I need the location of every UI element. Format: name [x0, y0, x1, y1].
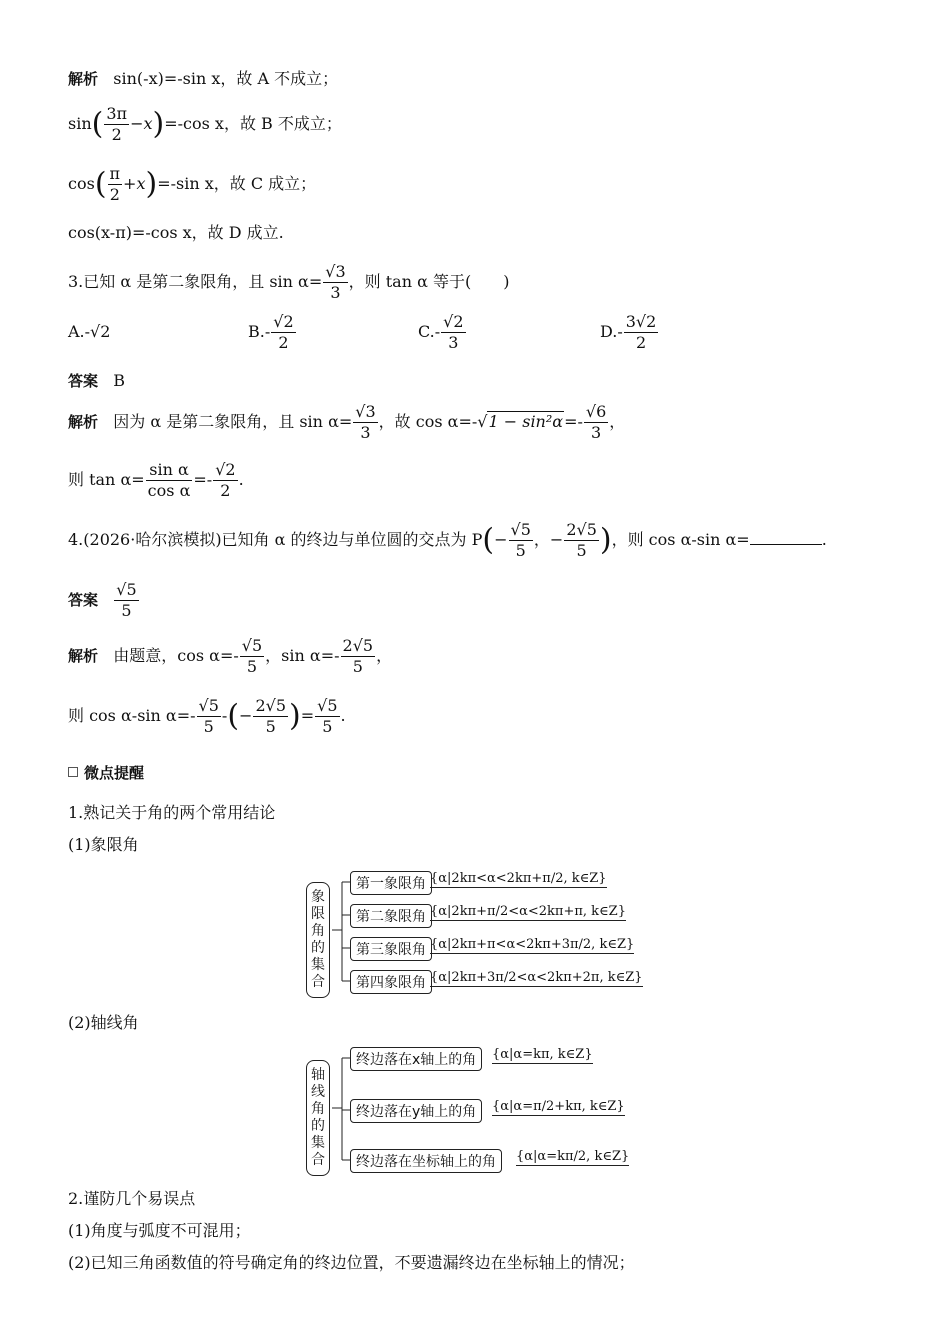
option-c: C.- $\frac{√2}{3}$: [418, 312, 464, 352]
solution-3-line-1: 解析 因为 α 是第二象限角，且 sin α= $\frac{√3}{3}$ ，故 cos α=-√1 − sin²α=- $\frac{√6}{3}$ ，: [68, 402, 626, 442]
both-axes-label: 终边落在坐标轴上的角: [350, 1149, 502, 1173]
y-axis-set: {α|α=π/2+kπ, k∈Z}: [492, 1099, 625, 1114]
solution-4-line-1: 解析 由题意，cos α=- $\frac{√5}{5}$ ，sin α=- $\frac{2√5}{5}$ ，: [68, 636, 393, 676]
both-axes-set: {α|α=kπ/2, k∈Z}: [516, 1149, 630, 1164]
fraction: $\frac{3\pi}{2}$: [106, 104, 128, 144]
solution-line-2: sin( $\frac{3\pi}{2}$ −x)=-cos x，故 B 不成立；: [68, 104, 342, 144]
solution-label: 解析: [68, 70, 99, 88]
answer-3: 答案 B: [68, 371, 126, 390]
quadrant-1-set: {α|2kπ<α<2kπ+π/2, k∈Z}: [430, 871, 607, 886]
tip-line-4: 2.谨防几个易误点: [68, 1189, 196, 1208]
answer-blank: [750, 530, 822, 545]
x-axis-label: 终边落在x轴上的角: [350, 1047, 482, 1071]
solution-line-3: cos( $\frac{\pi}{2}$ +x)=-sin x，故 C 成立；: [68, 164, 317, 204]
root-label: 轴 线 角 的 集 合: [306, 1060, 330, 1176]
tip-line-1: 1.熟记关于角的两个常用结论: [68, 803, 276, 822]
quadrant-3-set: {α|2kπ+π<α<2kπ+3π/2, k∈Z}: [430, 937, 635, 952]
axis-angle-diagram: [306, 1042, 646, 1176]
quadrant-angle-diagram: [306, 864, 646, 998]
solution-label: 解析: [68, 647, 99, 665]
quadrant-3-label: 第三象限角: [350, 937, 432, 961]
answer-label: 答案: [68, 372, 99, 390]
square-icon: [68, 767, 78, 777]
option-a: A.-√2: [68, 322, 111, 341]
question-3: 3.已知 α 是第二象限角，且 sin α= $\frac{√3}{3}$ ，则 tan α 等于( ): [68, 262, 510, 302]
option-b: B.- $\frac{√2}{2}$: [248, 312, 294, 352]
quadrant-2-set: {α|2kπ+π/2<α<2kπ+π, k∈Z}: [430, 904, 626, 919]
quadrant-2-label: 第二象限角: [350, 904, 432, 928]
solution-3-line-2: 则 tan α= $\frac{\text{sin α}}{\text{cos α}}$ =- $\frac{√2}{2}$ .: [68, 460, 244, 500]
tip-line-3: (2)轴线角: [68, 1013, 139, 1032]
tip-line-6: (2)已知三角函数值的符号确定角的终边位置，不要遗漏终边在坐标轴上的情况；: [68, 1253, 635, 1272]
solution-label: 解析: [68, 413, 99, 431]
solution-line-1: 解析 sin(-x)=-sin x，故 A 不成立；: [68, 69, 339, 88]
solution-line-4: cos(x-π)=-cos x，故 D 成立.: [68, 223, 284, 242]
option-d: D.- $\frac{3√2}{2}$: [600, 312, 657, 352]
y-axis-label: 终边落在y轴上的角: [350, 1099, 482, 1123]
solution-4-line-2: 则 cos α-sin α=- $\frac{√5}{5}$ -(− $\frac{2√5}{5}$ )= $\frac{√5}{5}$ .: [68, 696, 346, 736]
answer-4: 答案 $\frac{√5}{5}$: [68, 580, 137, 620]
quadrant-4-set: {α|2kπ+3π/2<α<2kπ+2π, k∈Z}: [430, 970, 643, 985]
tip-line-5: (1)角度与弧度不可混用；: [68, 1221, 251, 1240]
x-axis-set: {α|α=kπ, k∈Z}: [492, 1047, 593, 1062]
root-label: 象 限 角 的 集 合: [306, 882, 330, 998]
question-4: 4.(2026·哈尔滨模拟)已知角 α 的终边与单位圆的交点为 P(− $\frac{√5}{5}$ ，− $\frac{2√5}{5}$ )，则 cos α-sin α= .: [68, 520, 827, 560]
answer-label: 答案: [68, 591, 99, 609]
fraction: $\frac{√3}{3}$: [325, 262, 346, 302]
tip-title: 微点提醒: [68, 762, 144, 784]
quadrant-4-label: 第四象限角: [350, 970, 432, 994]
quadrant-1-label: 第一象限角: [350, 871, 432, 895]
tip-line-2: (1)象限角: [68, 835, 139, 854]
fraction: $\frac{\pi}{2}$: [109, 164, 121, 204]
